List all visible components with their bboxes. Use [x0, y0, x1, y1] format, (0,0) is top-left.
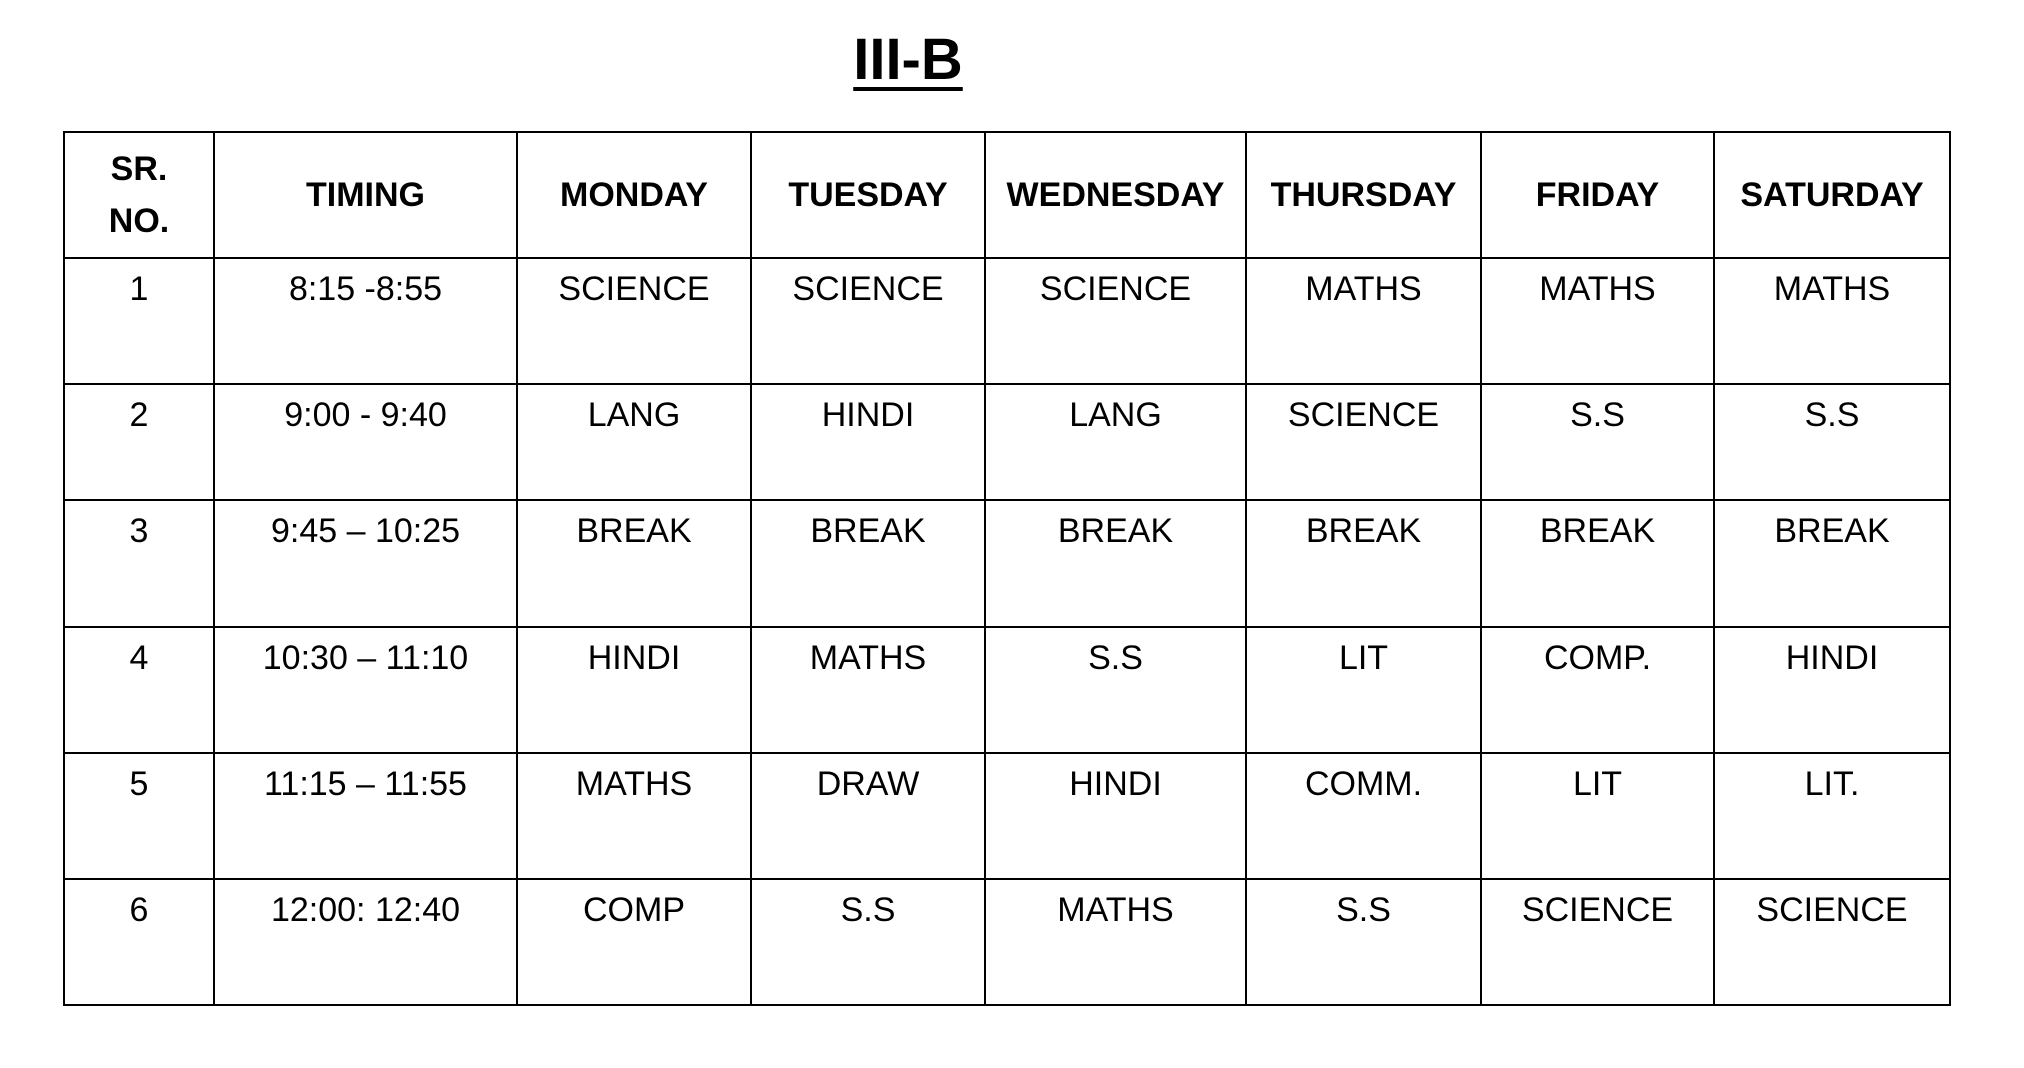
- subject-cell: BREAK: [751, 500, 985, 627]
- subject-cell: HINDI: [985, 753, 1246, 879]
- table-row: [64, 627, 1950, 753]
- subject-cell: MATHS: [751, 627, 985, 753]
- subject-cell: LANG: [517, 384, 751, 500]
- header-timing: TIMING: [214, 132, 517, 258]
- subject-cell: LIT.: [1714, 753, 1950, 879]
- table-row: [64, 753, 1950, 879]
- header-monday: MONDAY: [517, 132, 751, 258]
- sr-cell: 3: [64, 500, 214, 627]
- subject-cell: BREAK: [1481, 500, 1714, 627]
- timing-cell: 10:30 – 11:10: [214, 627, 517, 753]
- subject-cell: COMP: [517, 879, 751, 1005]
- table-row: [64, 384, 1950, 500]
- subject-cell: HINDI: [1714, 627, 1950, 753]
- subject-cell: S.S: [1481, 384, 1714, 500]
- subject-cell: DRAW: [751, 753, 985, 879]
- timetable: [63, 131, 1951, 1006]
- table-row: [64, 879, 1950, 1005]
- subject-cell: S.S: [1714, 384, 1950, 500]
- header-friday: FRIDAY: [1481, 132, 1714, 258]
- subject-cell: COMM.: [1246, 753, 1481, 879]
- subject-cell: SCIENCE: [517, 258, 751, 384]
- timing-cell: 12:00: 12:40: [214, 879, 517, 1005]
- subject-cell: S.S: [751, 879, 985, 1005]
- subject-cell: BREAK: [1714, 500, 1950, 627]
- header-sr-line1: SR.: [110, 150, 168, 188]
- subject-cell: HINDI: [751, 384, 985, 500]
- subject-cell: COMP.: [1481, 627, 1714, 753]
- header-thursday: THURSDAY: [1246, 132, 1481, 258]
- page-title: [0, 20, 1816, 100]
- timing-cell: 11:15 – 11:55: [214, 753, 517, 879]
- subject-cell: LIT: [1481, 753, 1714, 879]
- sr-cell: 6: [64, 879, 214, 1005]
- subject-cell: HINDI: [517, 627, 751, 753]
- timing-cell: 9:00 - 9:40: [214, 384, 517, 500]
- subject-cell: BREAK: [1246, 500, 1481, 627]
- subject-cell: SCIENCE: [985, 258, 1246, 384]
- sr-cell: 2: [64, 384, 214, 500]
- header-wednesday: WEDNESDAY: [985, 132, 1246, 258]
- timing-cell: 9:45 – 10:25: [214, 500, 517, 627]
- subject-cell: BREAK: [517, 500, 751, 627]
- header-sr-no: [64, 132, 214, 258]
- header-row: [64, 132, 1950, 258]
- subject-cell: MATHS: [985, 879, 1246, 1005]
- header-sr-line2: NO.: [108, 202, 170, 240]
- subject-cell: SCIENCE: [1714, 879, 1950, 1005]
- timing-cell: 8:15 -8:55: [214, 258, 517, 384]
- subject-cell: S.S: [985, 627, 1246, 753]
- subject-cell: S.S: [1246, 879, 1481, 1005]
- table-row: [64, 258, 1950, 384]
- subject-cell: LANG: [985, 384, 1246, 500]
- subject-cell: MATHS: [1246, 258, 1481, 384]
- subject-cell: SCIENCE: [751, 258, 985, 384]
- subject-cell: MATHS: [517, 753, 751, 879]
- sr-cell: 1: [64, 258, 214, 384]
- subject-cell: MATHS: [1714, 258, 1950, 384]
- page-title-text: III-B: [853, 27, 963, 92]
- header-saturday: SATURDAY: [1714, 132, 1950, 258]
- subject-cell: SCIENCE: [1246, 384, 1481, 500]
- subject-cell: MATHS: [1481, 258, 1714, 384]
- subject-cell: BREAK: [985, 500, 1246, 627]
- sr-cell: 4: [64, 627, 214, 753]
- table-row: [64, 500, 1950, 627]
- subject-cell: LIT: [1246, 627, 1481, 753]
- sr-cell: 5: [64, 753, 214, 879]
- subject-cell: SCIENCE: [1481, 879, 1714, 1005]
- header-tuesday: TUESDAY: [751, 132, 985, 258]
